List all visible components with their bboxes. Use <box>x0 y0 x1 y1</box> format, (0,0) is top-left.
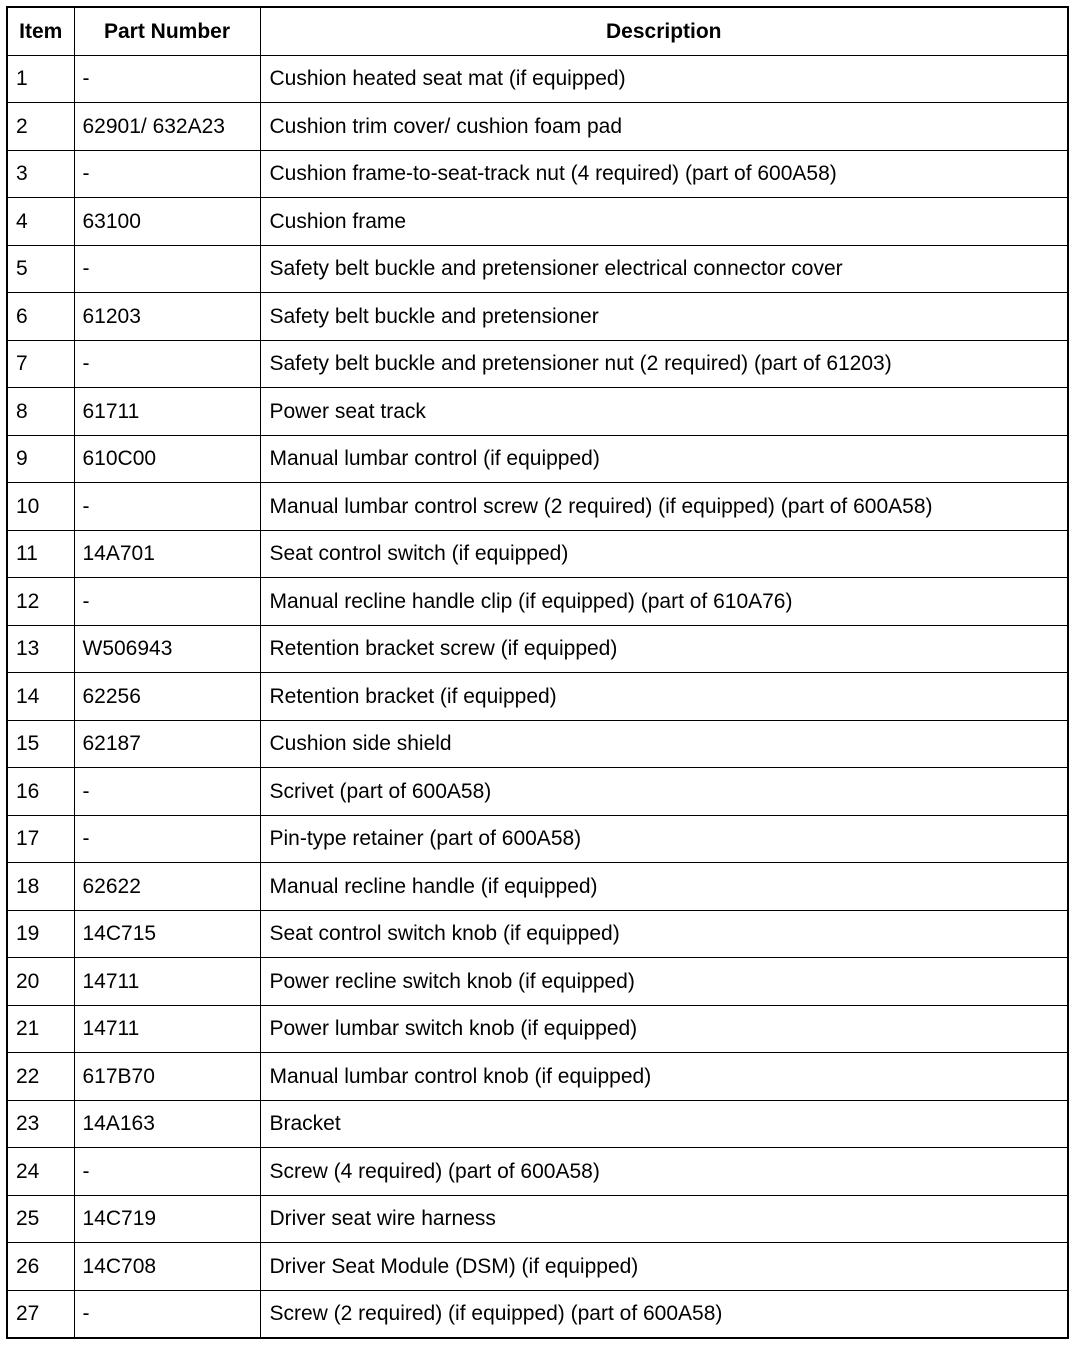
table-row <box>7 483 1068 531</box>
description-cell: Cushion frame <box>260 198 1068 246</box>
table-row <box>7 578 1068 626</box>
part-number-cell: 610C00 <box>74 435 260 483</box>
item-cell: 9 <box>7 435 74 483</box>
part-number-cell: 14A701 <box>74 530 260 578</box>
description-cell: Cushion frame-to-seat-track nut (4 required) (part of 600A58) <box>260 150 1068 198</box>
description-cell: Cushion heated seat mat (if equipped) <box>260 55 1068 103</box>
part-number-cell: 62901/ 632A23 <box>74 103 260 151</box>
item-cell: 2 <box>7 103 74 151</box>
item-cell: 15 <box>7 720 74 768</box>
item-cell: 12 <box>7 578 74 626</box>
part-number-cell: - <box>74 1290 260 1338</box>
item-cell: 23 <box>7 1100 74 1148</box>
part-number-cell: 14C708 <box>74 1243 260 1291</box>
table-row <box>7 815 1068 863</box>
table-row <box>7 1100 1068 1148</box>
description-cell: Scrivet (part of 600A58) <box>260 768 1068 816</box>
table-row <box>7 768 1068 816</box>
description-cell: Power lumbar switch knob (if equipped) <box>260 1005 1068 1053</box>
table-row <box>7 673 1068 721</box>
table-row <box>7 435 1068 483</box>
item-cell: 10 <box>7 483 74 531</box>
table-row <box>7 198 1068 246</box>
description-cell: Manual lumbar control screw (2 required) (if equipped) (part of 600A58) <box>260 483 1068 531</box>
part-number-cell: 62622 <box>74 863 260 911</box>
part-number-cell: 62187 <box>74 720 260 768</box>
item-cell: 7 <box>7 340 74 388</box>
item-cell: 1 <box>7 55 74 103</box>
part-number-cell: 14A163 <box>74 1100 260 1148</box>
table-row <box>7 1005 1068 1053</box>
item-cell: 18 <box>7 863 74 911</box>
description-cell: Safety belt buckle and pretensioner nut (2 required) (part of 61203) <box>260 340 1068 388</box>
part-number-cell: 14711 <box>74 958 260 1006</box>
item-cell: 20 <box>7 958 74 1006</box>
item-cell: 22 <box>7 1053 74 1101</box>
part-number-cell: - <box>74 483 260 531</box>
item-cell: 6 <box>7 293 74 341</box>
table-row <box>7 530 1068 578</box>
description-cell: Screw (2 required) (if equipped) (part of 600A58) <box>260 1290 1068 1338</box>
part-number-cell: - <box>74 150 260 198</box>
item-cell: 21 <box>7 1005 74 1053</box>
table-row <box>7 1148 1068 1196</box>
table-body <box>7 55 1068 1338</box>
item-cell: 19 <box>7 910 74 958</box>
item-cell: 14 <box>7 673 74 721</box>
part-number-cell: - <box>74 245 260 293</box>
description-cell: Manual lumbar control knob (if equipped) <box>260 1053 1068 1101</box>
header-description: Description <box>260 7 1068 55</box>
table-row <box>7 1243 1068 1291</box>
table-row <box>7 1290 1068 1338</box>
header-row <box>7 7 1068 55</box>
item-cell: 4 <box>7 198 74 246</box>
description-cell: Manual recline handle (if equipped) <box>260 863 1068 911</box>
table-row <box>7 103 1068 151</box>
part-number-cell: 617B70 <box>74 1053 260 1101</box>
part-number-cell: - <box>74 815 260 863</box>
description-cell: Seat control switch (if equipped) <box>260 530 1068 578</box>
table-row <box>7 340 1068 388</box>
part-number-cell: 61711 <box>74 388 260 436</box>
item-cell: 17 <box>7 815 74 863</box>
description-cell: Seat control switch knob (if equipped) <box>260 910 1068 958</box>
table-row <box>7 1195 1068 1243</box>
table-row <box>7 863 1068 911</box>
item-cell: 24 <box>7 1148 74 1196</box>
table-row <box>7 1053 1068 1101</box>
description-cell: Pin-type retainer (part of 600A58) <box>260 815 1068 863</box>
description-cell: Power recline switch knob (if equipped) <box>260 958 1068 1006</box>
description-cell: Power seat track <box>260 388 1068 436</box>
description-cell: Retention bracket screw (if equipped) <box>260 625 1068 673</box>
table-row <box>7 625 1068 673</box>
part-number-cell: 61203 <box>74 293 260 341</box>
part-number-cell: - <box>74 768 260 816</box>
part-number-cell: 14711 <box>74 1005 260 1053</box>
part-number-cell: 63100 <box>74 198 260 246</box>
table-row <box>7 388 1068 436</box>
item-cell: 13 <box>7 625 74 673</box>
part-number-cell: 14C719 <box>74 1195 260 1243</box>
description-cell: Safety belt buckle and pretensioner electrical connector cover <box>260 245 1068 293</box>
item-cell: 3 <box>7 150 74 198</box>
item-cell: 8 <box>7 388 74 436</box>
part-number-cell: - <box>74 340 260 388</box>
table-row <box>7 245 1068 293</box>
part-number-cell: 62256 <box>74 673 260 721</box>
part-number-cell: W506943 <box>74 625 260 673</box>
item-cell: 27 <box>7 1290 74 1338</box>
item-cell: 11 <box>7 530 74 578</box>
table-row <box>7 910 1068 958</box>
description-cell: Retention bracket (if equipped) <box>260 673 1068 721</box>
parts-table <box>6 6 1069 1339</box>
description-cell: Bracket <box>260 1100 1068 1148</box>
table-row <box>7 55 1068 103</box>
description-cell: Cushion side shield <box>260 720 1068 768</box>
part-number-cell: 14C715 <box>74 910 260 958</box>
description-cell: Manual lumbar control (if equipped) <box>260 435 1068 483</box>
part-number-cell: - <box>74 55 260 103</box>
description-cell: Driver seat wire harness <box>260 1195 1068 1243</box>
description-cell: Safety belt buckle and pretensioner <box>260 293 1068 341</box>
table-row <box>7 293 1068 341</box>
part-number-cell: - <box>74 578 260 626</box>
table-row <box>7 958 1068 1006</box>
description-cell: Driver Seat Module (DSM) (if equipped) <box>260 1243 1068 1291</box>
item-cell: 25 <box>7 1195 74 1243</box>
header-part-number: Part Number <box>74 7 260 55</box>
description-cell: Screw (4 required) (part of 600A58) <box>260 1148 1068 1196</box>
item-cell: 5 <box>7 245 74 293</box>
header-item: Item <box>7 7 74 55</box>
description-cell: Manual recline handle clip (if equipped) (part of 610A76) <box>260 578 1068 626</box>
table-row <box>7 720 1068 768</box>
part-number-cell: - <box>74 1148 260 1196</box>
item-cell: 16 <box>7 768 74 816</box>
table-row <box>7 150 1068 198</box>
description-cell: Cushion trim cover/ cushion foam pad <box>260 103 1068 151</box>
table-header <box>7 7 1068 55</box>
item-cell: 26 <box>7 1243 74 1291</box>
